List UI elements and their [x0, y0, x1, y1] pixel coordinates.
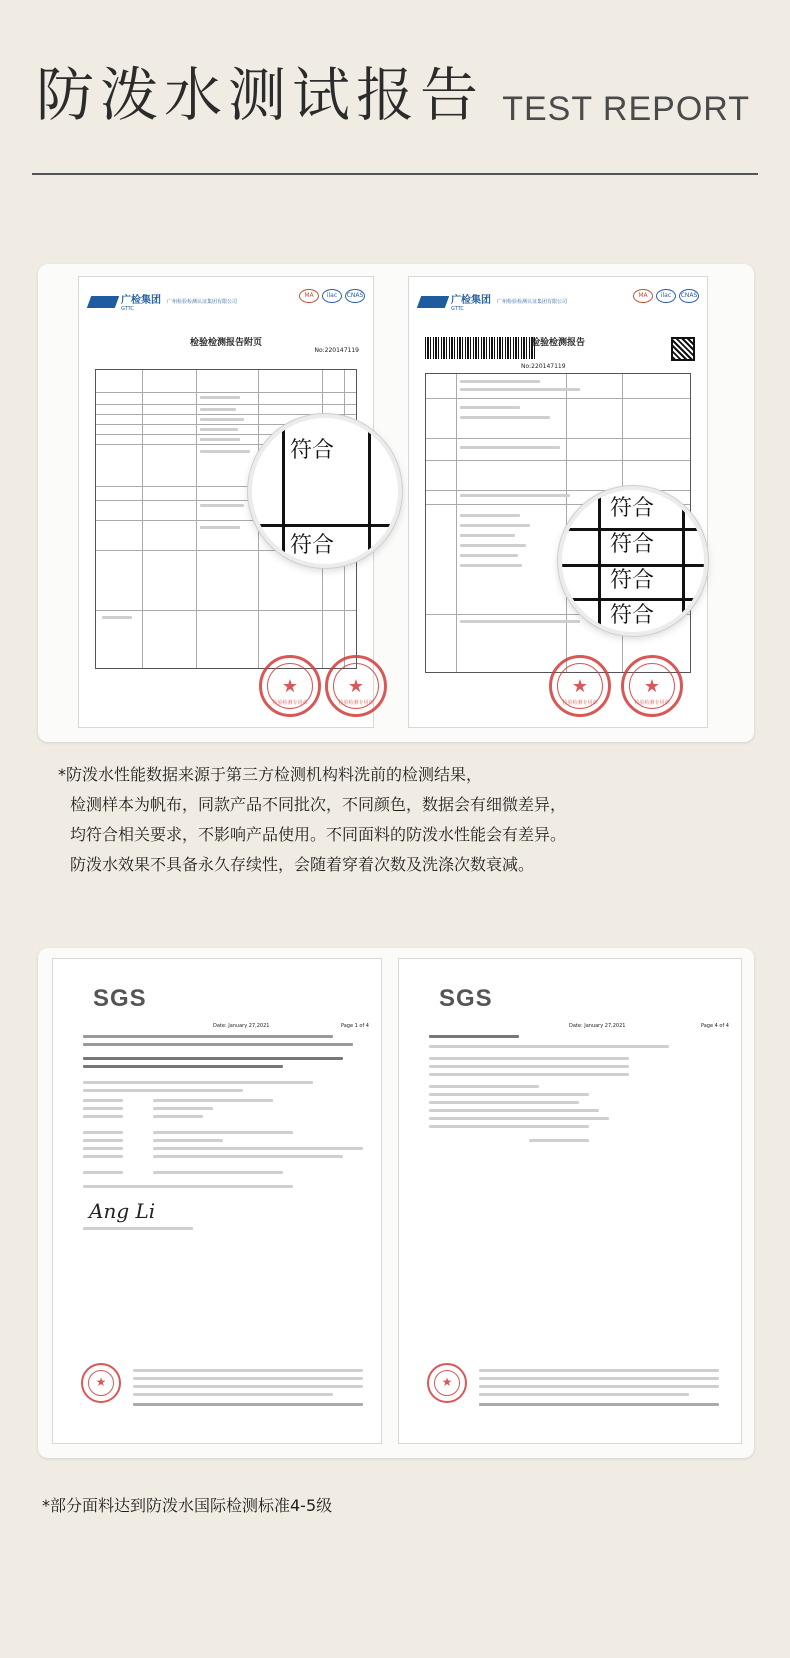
report-number: No:220147119	[521, 363, 566, 370]
official-stamp-icon: ★ 检验检测专用章	[549, 655, 611, 717]
footnote: *部分面料达到防泼水国际检测标准4-5级	[42, 1496, 333, 1515]
result-text: 符合	[610, 568, 655, 593]
cma-badge-icon: MA	[299, 289, 319, 303]
gttc-institute: 广州检验检测认证集团有限公司	[167, 299, 238, 305]
gttc-brand-sub: GTTC	[121, 306, 134, 312]
result-text: 符合	[290, 533, 335, 558]
report-date: Date: January 27,2021	[213, 1023, 270, 1029]
page-indicator: Page 1 of 4	[340, 1023, 369, 1029]
note-line: 均符合相关要求，不影响产品使用。不同面料的防泼水性能会有差异。	[70, 825, 567, 844]
note-line: 防泼水效果不具备永久存续性，会随着穿着次数及洗涤次数衰减。	[70, 855, 535, 874]
gttc-brand: 广检集团	[121, 295, 161, 306]
sgs-logo: SGS	[439, 985, 493, 1012]
official-stamp-icon: ★ 检验检测专用章	[621, 655, 683, 717]
gttc-logo	[89, 291, 237, 312]
sgs-stamp-icon: ★	[427, 1363, 467, 1403]
qr-code-icon	[671, 337, 695, 361]
page-subtitle: TEST REPORT	[502, 90, 750, 128]
magnifier-zoom	[248, 414, 402, 568]
ilac-badge-icon: ilac	[656, 289, 676, 303]
sgs-stamp-icon: ★	[81, 1363, 121, 1403]
gttc-report-card	[38, 264, 754, 742]
result-text: 符合	[290, 438, 335, 463]
page-indicator: Page 4 of 4	[700, 1023, 729, 1029]
gttc-logo	[419, 291, 567, 312]
result-text: 符合	[610, 496, 655, 521]
result-text: 符合	[610, 603, 655, 628]
header-divider	[32, 173, 758, 175]
disclaimer-notes	[58, 760, 566, 880]
cert-badges	[299, 289, 365, 303]
sgs-report-page	[52, 958, 382, 1444]
report-date: Date: January 27,2021	[569, 1023, 626, 1029]
magnifier-zoom	[558, 486, 708, 636]
page-title: 防泼水测试报告	[36, 61, 485, 129]
gttc-brand: 广检集团	[451, 295, 491, 306]
gttc-logo-icon	[417, 296, 449, 308]
report-title: 检验检测报告	[530, 338, 585, 348]
sgs-logo: SGS	[93, 985, 147, 1012]
note-line: *防泼水性能数据来源于第三方检测机构料洗前的检测结果，	[58, 765, 483, 784]
gttc-brand-sub: GTTC	[451, 306, 464, 312]
note-line: 检测样本为帆布，同款产品不同批次，不同颜色，数据会有细微差异，	[70, 795, 567, 814]
sgs-report-page	[398, 958, 742, 1444]
cnas-badge-icon: CNAS	[345, 289, 365, 303]
cma-badge-icon: MA	[633, 289, 653, 303]
signature: Ang Li	[89, 1199, 156, 1223]
sgs-report-card	[38, 948, 754, 1458]
cnas-badge-icon: CNAS	[679, 289, 699, 303]
result-text: 符合	[610, 532, 655, 557]
gttc-institute: 广州检验检测认证集团有限公司	[497, 299, 568, 305]
ilac-badge-icon: ilac	[322, 289, 342, 303]
gttc-logo-icon	[87, 296, 119, 308]
report-number: No:220147119	[314, 347, 359, 354]
official-stamp-icon: ★ 检验检测专用章	[259, 655, 321, 717]
appendix-title: 检验检测报告附页	[189, 338, 262, 348]
official-stamp-icon: ★ 检验检测专用章	[325, 655, 387, 717]
cert-badges	[633, 289, 699, 303]
